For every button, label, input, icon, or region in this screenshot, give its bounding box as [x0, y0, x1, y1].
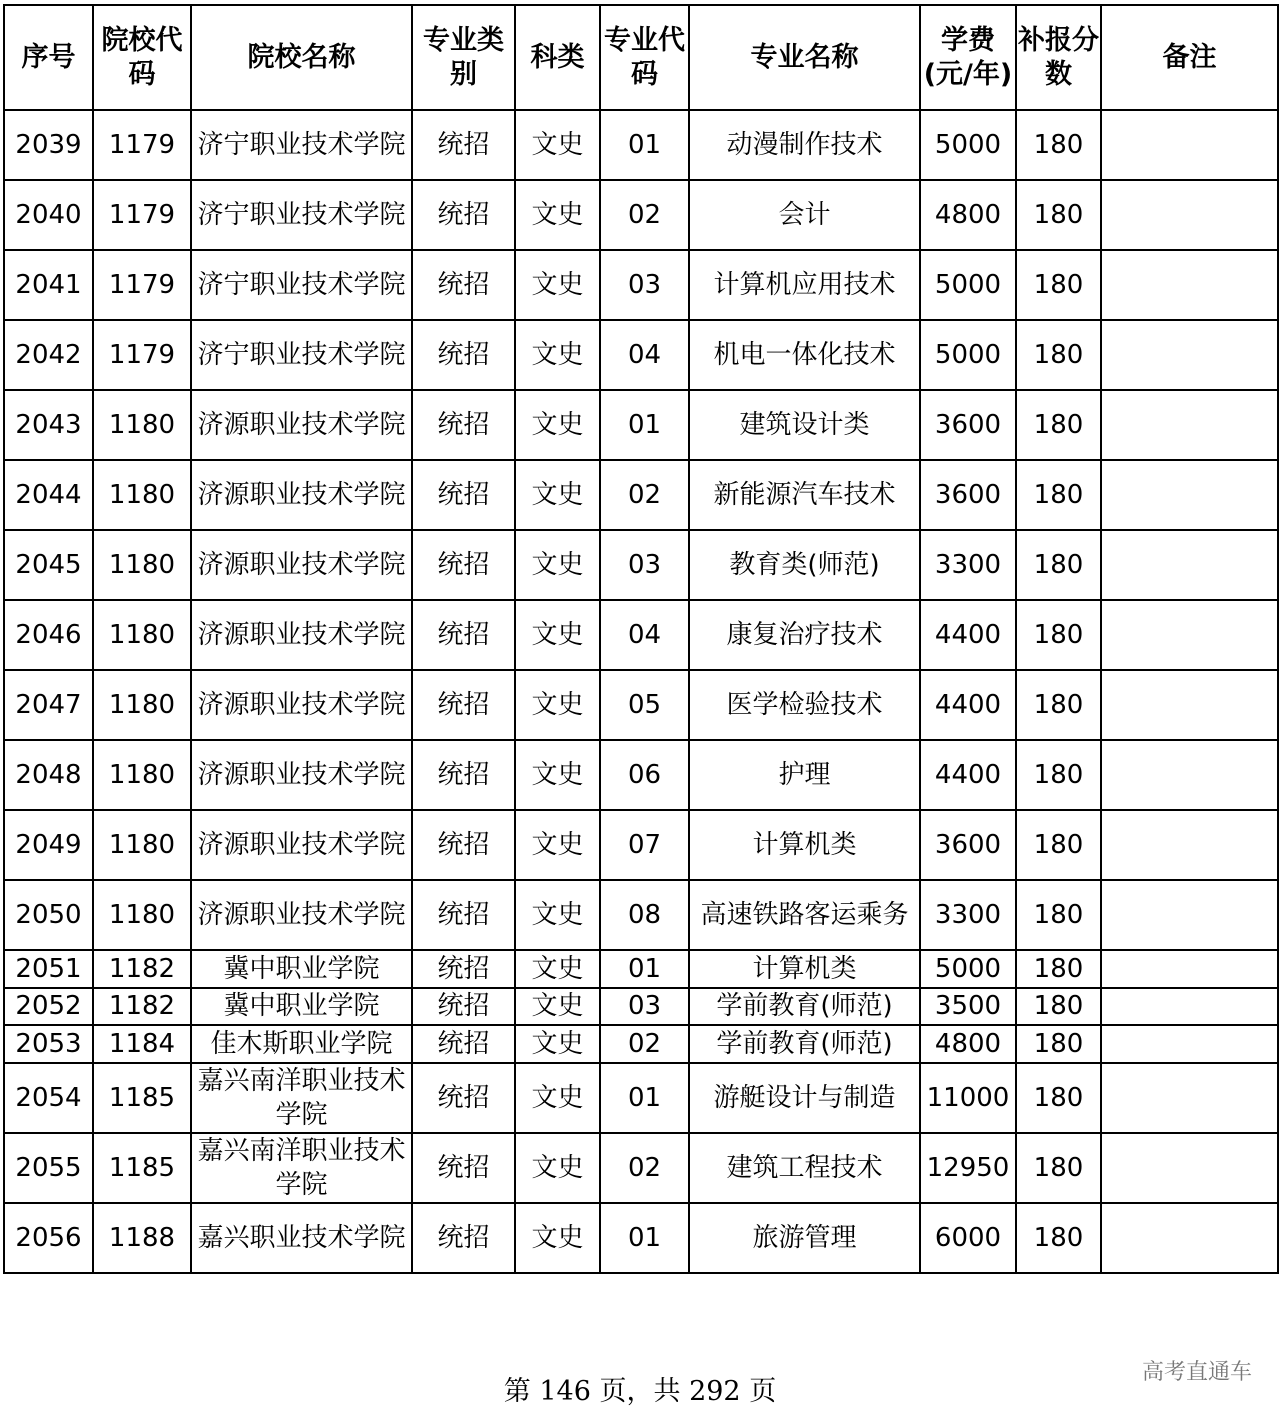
major-code-cell: 01 — [600, 390, 689, 460]
col-school-name-header: 院校名称 — [191, 5, 412, 110]
seq-cell: 2053 — [4, 1025, 93, 1063]
major-name-cell: 会计 — [689, 180, 920, 250]
score-cell: 180 — [1016, 988, 1101, 1026]
major-type-cell: 统招 — [412, 740, 515, 810]
major-code-cell: 01 — [600, 1203, 689, 1273]
category-cell: 文史 — [515, 1025, 600, 1063]
tuition-cell: 3600 — [920, 460, 1016, 530]
major-code-cell: 07 — [600, 810, 689, 880]
score-cell: 180 — [1016, 1063, 1101, 1133]
major-name-cell: 计算机类 — [689, 950, 920, 988]
school-name-cell: 济宁职业技术学院 — [191, 250, 412, 320]
tuition-cell: 11000 — [920, 1063, 1016, 1133]
table-row — [4, 880, 1278, 950]
col-remarks-header: 备注 — [1101, 5, 1278, 110]
school-code-cell: 1185 — [93, 1133, 191, 1203]
major-name-cell: 建筑设计类 — [689, 390, 920, 460]
table-row — [4, 810, 1278, 880]
school-code-cell: 1180 — [93, 740, 191, 810]
remarks-cell — [1101, 1133, 1278, 1203]
score-cell: 180 — [1016, 740, 1101, 810]
category-cell: 文史 — [515, 600, 600, 670]
seq-cell: 2052 — [4, 988, 93, 1026]
major-type-cell: 统招 — [412, 390, 515, 460]
major-code-cell: 01 — [600, 950, 689, 988]
tuition-cell: 5000 — [920, 320, 1016, 390]
score-cell: 180 — [1016, 390, 1101, 460]
school-code-cell: 1180 — [93, 810, 191, 880]
school-name-cell: 冀中职业学院 — [191, 988, 412, 1026]
category-cell: 文史 — [515, 250, 600, 320]
seq-cell: 2049 — [4, 810, 93, 880]
school-name-cell: 济宁职业技术学院 — [191, 180, 412, 250]
major-name-cell: 建筑工程技术 — [689, 1133, 920, 1203]
remarks-cell — [1101, 320, 1278, 390]
major-code-cell: 08 — [600, 880, 689, 950]
major-code-cell: 03 — [600, 988, 689, 1026]
category-cell: 文史 — [515, 670, 600, 740]
col-seq-header: 序号 — [4, 5, 93, 110]
school-name-cell: 嘉兴职业技术学院 — [191, 1203, 412, 1273]
major-code-cell: 01 — [600, 1063, 689, 1133]
score-cell: 180 — [1016, 600, 1101, 670]
school-code-cell: 1185 — [93, 1063, 191, 1133]
table-row — [4, 530, 1278, 600]
school-code-cell: 1179 — [93, 320, 191, 390]
seq-cell: 2048 — [4, 740, 93, 810]
school-name-cell: 济源职业技术学院 — [191, 460, 412, 530]
tuition-cell: 4400 — [920, 740, 1016, 810]
table-row — [4, 740, 1278, 810]
remarks-cell — [1101, 988, 1278, 1026]
major-code-cell: 04 — [600, 600, 689, 670]
category-cell: 文史 — [515, 390, 600, 460]
table-row — [4, 180, 1278, 250]
school-code-cell: 1182 — [93, 950, 191, 988]
score-cell: 180 — [1016, 1133, 1101, 1203]
category-cell: 文史 — [515, 1063, 600, 1133]
major-name-cell: 新能源汽车技术 — [689, 460, 920, 530]
tuition-cell: 4400 — [920, 600, 1016, 670]
major-name-cell: 计算机类 — [689, 810, 920, 880]
tuition-cell: 5000 — [920, 250, 1016, 320]
category-cell: 文史 — [515, 1133, 600, 1203]
tuition-cell: 4800 — [920, 1025, 1016, 1063]
tuition-cell: 3600 — [920, 390, 1016, 460]
school-code-cell: 1180 — [93, 670, 191, 740]
major-type-cell: 统招 — [412, 180, 515, 250]
table-row — [4, 988, 1278, 1026]
category-cell: 文史 — [515, 988, 600, 1026]
major-name-cell: 高速铁路客运乘务 — [689, 880, 920, 950]
major-type-cell: 统招 — [412, 460, 515, 530]
category-cell: 文史 — [515, 810, 600, 880]
table-row — [4, 250, 1278, 320]
score-cell: 180 — [1016, 530, 1101, 600]
major-name-cell: 旅游管理 — [689, 1203, 920, 1273]
remarks-cell — [1101, 1025, 1278, 1063]
major-name-cell: 教育类(师范) — [689, 530, 920, 600]
major-type-cell: 统招 — [412, 1133, 515, 1203]
table-row — [4, 670, 1278, 740]
major-type-cell: 统招 — [412, 810, 515, 880]
category-cell: 文史 — [515, 320, 600, 390]
seq-cell: 2044 — [4, 460, 93, 530]
tuition-cell: 3500 — [920, 988, 1016, 1026]
school-name-cell: 济宁职业技术学院 — [191, 320, 412, 390]
score-cell: 180 — [1016, 460, 1101, 530]
table-row — [4, 600, 1278, 670]
school-name-cell: 济源职业技术学院 — [191, 880, 412, 950]
tuition-cell: 12950 — [920, 1133, 1016, 1203]
score-cell: 180 — [1016, 880, 1101, 950]
major-type-cell: 统招 — [412, 250, 515, 320]
remarks-cell — [1101, 250, 1278, 320]
col-major-type-header: 专业类别 — [412, 5, 515, 110]
seq-cell: 2041 — [4, 250, 93, 320]
school-name-cell: 冀中职业学院 — [191, 950, 412, 988]
table-row — [4, 1203, 1278, 1273]
table-row — [4, 390, 1278, 460]
category-cell: 文史 — [515, 950, 600, 988]
table-row — [4, 110, 1278, 180]
enrollment-table — [3, 4, 1279, 1274]
school-code-cell: 1180 — [93, 390, 191, 460]
page-number-footer: 第 146 页，共 292 页 — [503, 1376, 777, 1407]
remarks-cell — [1101, 950, 1278, 988]
seq-cell: 2040 — [4, 180, 93, 250]
seq-cell: 2039 — [4, 110, 93, 180]
score-cell: 180 — [1016, 1025, 1101, 1063]
remarks-cell — [1101, 600, 1278, 670]
school-code-cell: 1188 — [93, 1203, 191, 1273]
major-name-cell: 游艇设计与制造 — [689, 1063, 920, 1133]
major-type-cell: 统招 — [412, 950, 515, 988]
school-name-cell: 佳木斯职业学院 — [191, 1025, 412, 1063]
header-row — [4, 5, 1278, 110]
col-category-header: 科类 — [515, 5, 600, 110]
category-cell: 文史 — [515, 110, 600, 180]
category-cell: 文史 — [515, 1203, 600, 1273]
remarks-cell — [1101, 1203, 1278, 1273]
watermark: 高考直通车 — [1141, 1360, 1252, 1385]
major-type-cell: 统招 — [412, 110, 515, 180]
category-cell: 文史 — [515, 880, 600, 950]
remarks-cell — [1101, 390, 1278, 460]
seq-cell: 2055 — [4, 1133, 93, 1203]
major-code-cell: 03 — [600, 250, 689, 320]
school-code-cell: 1179 — [93, 250, 191, 320]
table-row — [4, 320, 1278, 390]
score-cell: 180 — [1016, 250, 1101, 320]
tuition-cell: 3300 — [920, 530, 1016, 600]
major-name-cell: 学前教育(师范) — [689, 1025, 920, 1063]
major-name-cell: 机电一体化技术 — [689, 320, 920, 390]
major-type-cell: 统招 — [412, 880, 515, 950]
major-type-cell: 统招 — [412, 670, 515, 740]
school-name-cell: 济源职业技术学院 — [191, 740, 412, 810]
school-code-cell: 1182 — [93, 988, 191, 1026]
remarks-cell — [1101, 110, 1278, 180]
major-type-cell: 统招 — [412, 1203, 515, 1273]
table-row — [4, 1025, 1278, 1063]
seq-cell: 2042 — [4, 320, 93, 390]
major-type-cell: 统招 — [412, 1063, 515, 1133]
remarks-cell — [1101, 1063, 1278, 1133]
tuition-cell: 5000 — [920, 950, 1016, 988]
school-code-cell: 1180 — [93, 600, 191, 670]
table-body — [4, 110, 1278, 1273]
major-code-cell: 04 — [600, 320, 689, 390]
major-name-cell: 学前教育(师范) — [689, 988, 920, 1026]
table-row — [4, 950, 1278, 988]
tuition-cell: 3600 — [920, 810, 1016, 880]
category-cell: 文史 — [515, 460, 600, 530]
remarks-cell — [1101, 670, 1278, 740]
remarks-cell — [1101, 740, 1278, 810]
major-code-cell: 01 — [600, 110, 689, 180]
remarks-cell — [1101, 460, 1278, 530]
seq-cell: 2056 — [4, 1203, 93, 1273]
school-name-cell: 济源职业技术学院 — [191, 530, 412, 600]
remarks-cell — [1101, 810, 1278, 880]
major-code-cell: 03 — [600, 530, 689, 600]
score-cell: 180 — [1016, 320, 1101, 390]
remarks-cell — [1101, 530, 1278, 600]
school-name-cell: 济宁职业技术学院 — [191, 110, 412, 180]
major-type-cell: 统招 — [412, 1025, 515, 1063]
category-cell: 文史 — [515, 180, 600, 250]
major-name-cell: 动漫制作技术 — [689, 110, 920, 180]
school-name-cell: 济源职业技术学院 — [191, 390, 412, 460]
school-code-cell: 1184 — [93, 1025, 191, 1063]
score-cell: 180 — [1016, 180, 1101, 250]
remarks-cell — [1101, 880, 1278, 950]
major-name-cell: 计算机应用技术 — [689, 250, 920, 320]
seq-cell: 2046 — [4, 600, 93, 670]
seq-cell: 2047 — [4, 670, 93, 740]
major-name-cell: 医学检验技术 — [689, 670, 920, 740]
school-name-cell: 嘉兴南洋职业技术学院 — [191, 1133, 412, 1203]
col-major-code-header: 专业代码 — [600, 5, 689, 110]
score-cell: 180 — [1016, 950, 1101, 988]
school-name-cell: 济源职业技术学院 — [191, 670, 412, 740]
major-name-cell: 康复治疗技术 — [689, 600, 920, 670]
category-cell: 文史 — [515, 740, 600, 810]
score-cell: 180 — [1016, 810, 1101, 880]
table-row — [4, 460, 1278, 530]
school-name-cell: 济源职业技术学院 — [191, 810, 412, 880]
seq-cell: 2050 — [4, 880, 93, 950]
major-type-cell: 统招 — [412, 320, 515, 390]
school-code-cell: 1180 — [93, 460, 191, 530]
score-cell: 180 — [1016, 110, 1101, 180]
school-code-cell: 1179 — [93, 180, 191, 250]
col-score-header: 补报分数 — [1016, 5, 1101, 110]
school-code-cell: 1179 — [93, 110, 191, 180]
major-code-cell: 02 — [600, 1133, 689, 1203]
major-code-cell: 05 — [600, 670, 689, 740]
seq-cell: 2045 — [4, 530, 93, 600]
major-code-cell: 02 — [600, 180, 689, 250]
seq-cell: 2043 — [4, 390, 93, 460]
major-code-cell: 02 — [600, 1025, 689, 1063]
major-name-cell: 护理 — [689, 740, 920, 810]
col-tuition-header: 学费(元/年) — [920, 5, 1016, 110]
major-type-cell: 统招 — [412, 530, 515, 600]
school-name-cell: 嘉兴南洋职业技术学院 — [191, 1063, 412, 1133]
school-code-cell: 1180 — [93, 880, 191, 950]
major-code-cell: 06 — [600, 740, 689, 810]
col-major-name-header: 专业名称 — [689, 5, 920, 110]
school-name-cell: 济源职业技术学院 — [191, 600, 412, 670]
tuition-cell: 4800 — [920, 180, 1016, 250]
table-row — [4, 1133, 1278, 1203]
tuition-cell: 3300 — [920, 880, 1016, 950]
tuition-cell: 5000 — [920, 110, 1016, 180]
tuition-cell: 6000 — [920, 1203, 1016, 1273]
seq-cell: 2051 — [4, 950, 93, 988]
col-school-code-header: 院校代码 — [93, 5, 191, 110]
major-type-cell: 统招 — [412, 600, 515, 670]
category-cell: 文史 — [515, 530, 600, 600]
table-row — [4, 1063, 1278, 1133]
school-code-cell: 1180 — [93, 530, 191, 600]
seq-cell: 2054 — [4, 1063, 93, 1133]
major-code-cell: 02 — [600, 460, 689, 530]
tuition-cell: 4400 — [920, 670, 1016, 740]
score-cell: 180 — [1016, 670, 1101, 740]
remarks-cell — [1101, 180, 1278, 250]
major-type-cell: 统招 — [412, 988, 515, 1026]
score-cell: 180 — [1016, 1203, 1101, 1273]
